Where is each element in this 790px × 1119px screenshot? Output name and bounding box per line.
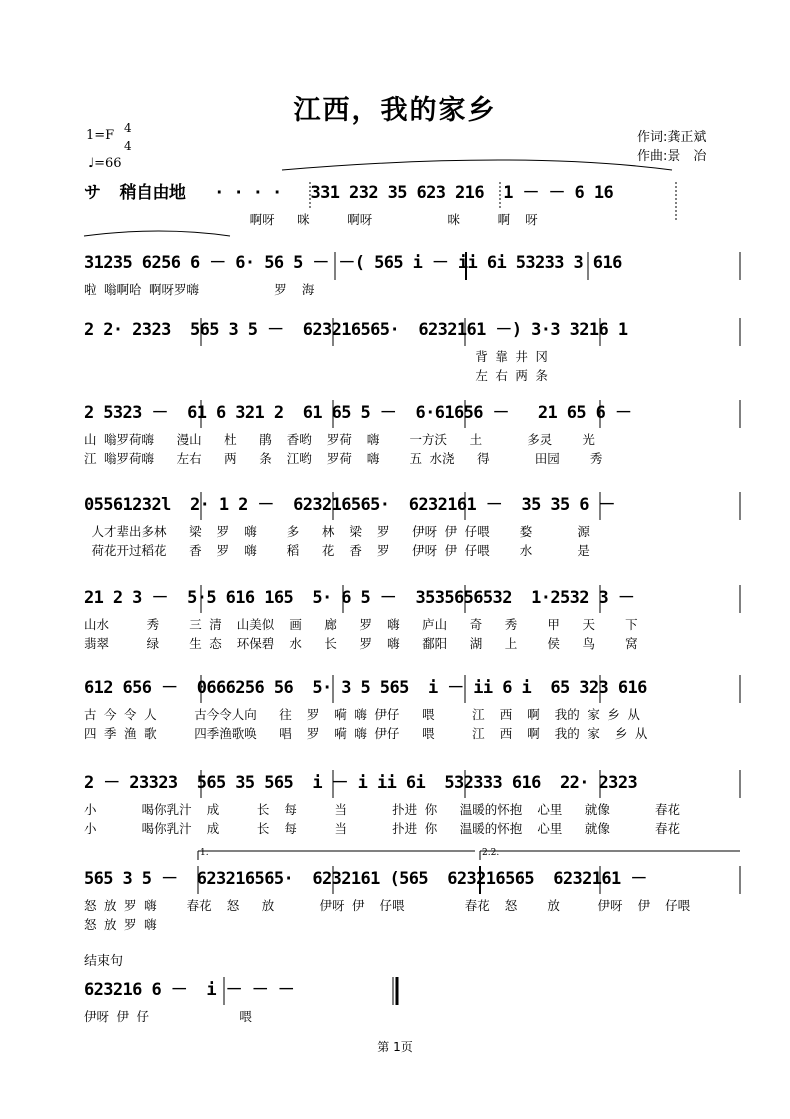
notes: 31235 6256 6 － 6· 56 5 － －( 565 i － ii 6i 53233 3 616 — [84, 253, 622, 273]
lyric-verse-1: 古 今 令 人 古今令人向 往 罗 嗬 嗨 伊仔 喂 江 西 啊 我的 家 乡 从 — [84, 707, 640, 722]
lyricist: 作词:龚正斌 — [637, 130, 707, 145]
lyric-verse-1: 伊呀 伊 仔 喂 — [84, 1009, 252, 1024]
notes: 2 5323 － 61 6 321 2 61 65 5 － 6·61656 － 21 65 6 － — [84, 403, 632, 423]
lyric-verse-1: 人才辈出多林 梁 罗 嗨 多 林 梁 罗 伊呀 伊 仔喂 婺 源 — [84, 524, 590, 539]
staff-row-9 — [84, 864, 744, 954]
lyric-verse-1: 山水 秀 三 清 山美似 画 廊 罗 嗨 庐山 奇 秀 甲 天 下 — [84, 617, 638, 632]
credits — [637, 128, 706, 166]
time-signature-top: 4 — [124, 121, 132, 135]
volta-2-label: 2.2. — [482, 848, 500, 858]
staff-row-6 — [84, 583, 744, 673]
phrase-slur — [282, 160, 672, 170]
notes: 2 2· 2323 565 3 5 － 623216565· 6232161 －) 3·3 3216 1 — [84, 320, 628, 340]
notes: 2 － 23323 565 35 565 i － i ii 6i 532333 616 22· 2323 — [84, 773, 638, 793]
composer: 作曲:景 冶 — [637, 149, 707, 164]
page-number: 第 1页 — [377, 1040, 413, 1054]
lyric-verse-2: 翡翠 绿 生 态 环保碧 水 长 罗 嗨 鄱阳 湖 上 侯 鸟 窝 — [84, 636, 638, 651]
lyric-verse-2: 小 喝你乳汁 成 长 每 当 扑进 你 温暖的怀抱 心里 就像 春花 — [84, 821, 681, 836]
notes: 623216 6 － i － － － — [84, 980, 295, 1000]
tempo-marking: ♩=66 — [88, 156, 122, 171]
staff-row-8 — [84, 768, 744, 858]
ending-label: 结束句 — [84, 954, 124, 969]
notes: 565 3 5 － 623216565· 6232161 (565 623216565 6232161 － — [84, 869, 647, 889]
staff-row-3 — [84, 315, 744, 405]
lyric-verse-1: 小 喝你乳汁 成 长 每 当 扑进 你 温暖的怀抱 心里 就像 春花 — [84, 802, 681, 817]
notes: 05561232l 2· 1 2 － 623216565· 6232161 － 35 35 6 － — [84, 495, 615, 515]
lyric-verse-1: 山 嗡罗荷嗨 漫山 杜 鹃 香哟 罗荷 嗨 一方沃 土 多灵 光 — [84, 432, 595, 447]
lyric-verse-1: 背 靠 井 冈 — [84, 349, 548, 364]
staff-row-4 — [84, 398, 744, 488]
lyric-verse-1: 啊呀 咪 啊呀 咪 啊 呀 — [84, 212, 538, 227]
lyric-verse-2: 左 右 两 条 — [84, 368, 548, 383]
key-signature: 1=F — [86, 128, 115, 143]
lyric-verse-2: 怒 放 罗 嗨 — [84, 917, 157, 932]
lyric-verse-1: 啦 嗡啊哈 啊呀罗嗨 罗 海 — [84, 282, 315, 297]
staff-row-5 — [84, 490, 744, 580]
notes: サ 稍自由地 · · · · 331 232 35 623 216 1 － － 6 16 — [84, 183, 614, 203]
volta-1-label: 1. — [200, 848, 209, 858]
lyric-verse-2: 江 嗡罗荷嗨 左右 两 条 江哟 罗荷 嗨 五 水浇 得 田园 秀 — [84, 451, 603, 466]
song-title: 江西，我的家乡 — [293, 95, 497, 126]
time-signature-bottom: 4 — [124, 139, 132, 153]
lyric-verse-2: 荷花开过稻花 香 罗 嗨 稻 花 香 罗 伊呀 伊 仔喂 水 是 — [84, 543, 590, 558]
staff-row-7 — [84, 673, 744, 763]
lyric-verse-2: 四 季 渔 歌 四季渔歌唤 唱 罗 嗬 嗨 伊仔 喂 江 西 啊 我的 家 乡 从 — [84, 726, 648, 741]
notes: 612 656 － 0666256 56 5· 3 5 565 i － ii 6 i 65 323 616 — [84, 678, 647, 698]
notes: 21 2 3 － 5·5 616 165 5· 6 5 － 3535656532 1·2532 3 － — [84, 588, 635, 608]
lyric-verse-1: 怒 放 罗 嗨 春花 怒 放 伊呀 伊 仔喂 春花 怒 放 伊呀 伊 仔喂 — [84, 898, 691, 913]
